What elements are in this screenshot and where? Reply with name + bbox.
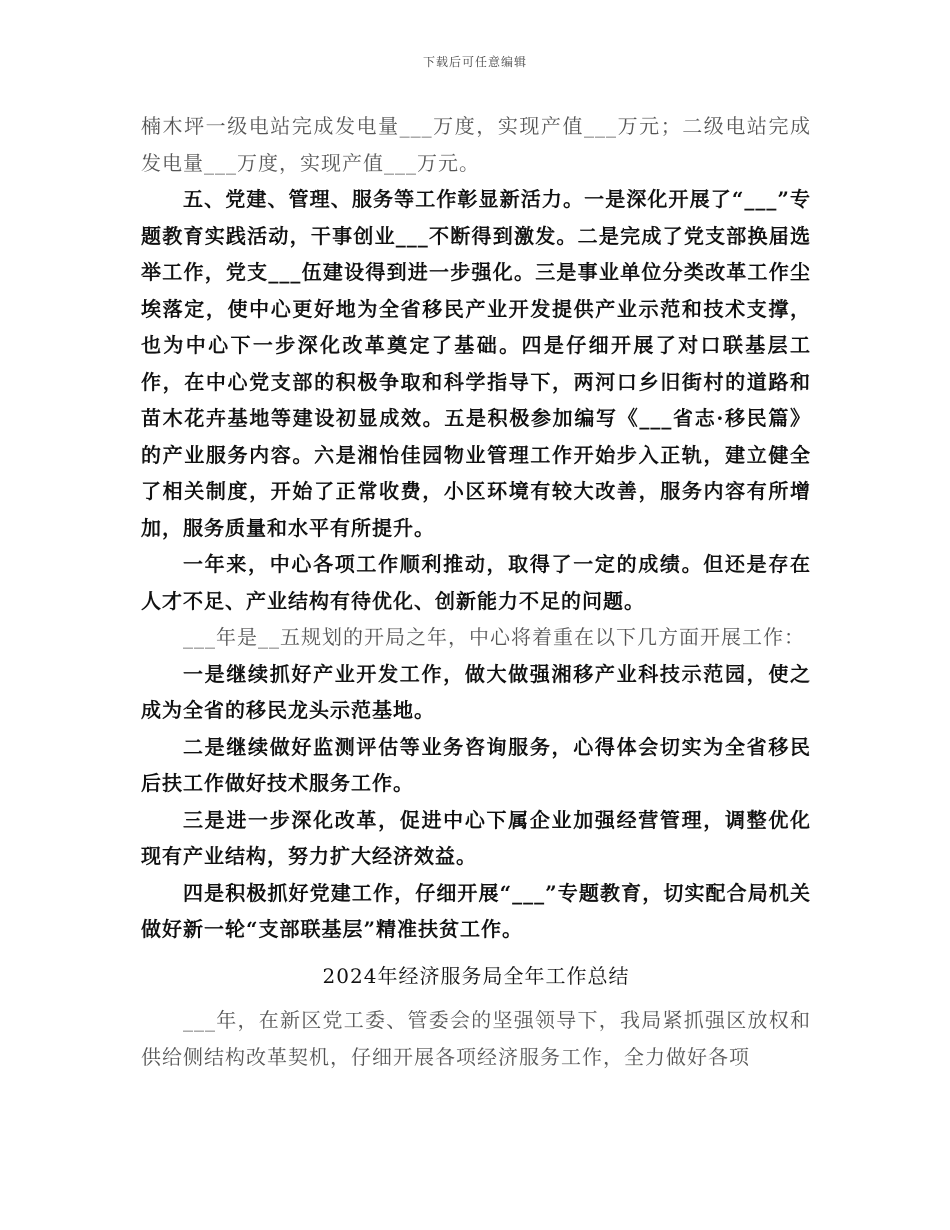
page-header: 下载后可任意编辑 — [422, 55, 527, 69]
paragraph-plan-intro: ___年是__五规划的开局之年，中心将着重在以下几方面开展工作： — [183, 625, 805, 649]
paragraph-closing: ___年，在新区党工委、管委会的坚强领导下，我局紧抓强区放权和供给侧结构改革契机，仔细开展各项经济服务工作，全力做好各项 — [141, 1008, 811, 1069]
paragraph-party-building: 五、党建、管理、服务等工作彰显新活力。一是深化开展了“___”专题教育实践活动，干事创业___不断得到激发。二是完成了党支部换届选举工作，党支___伍建设得到进一步强化。三是事业单位分类改革工作尘埃落定，使中心更好地为全省移民产业开发提供产业示范和技术支撑，也为中心下一步深化改革奠定了基础。四是仔细开展了对口联基层工作，在中心党支部的积极争取和科学指导下，两河口乡旧街村的道路和苗木花卉基地等建设初显成效。五是积极参加编写《___省志·移民篇》的产业服务内容。六是湘怡佳园物业管理工作开始步入正轨，建立健全了相关制度，开始了正常收费，小区环境有较大改善，服务内容有所增加，服务质量和水平有所提升。 — [141, 187, 811, 540]
paragraph-plan-item-2: 二是继续做好监测评估等业务咨询服务，心得体会切实为全省移民后扶工作做好技术服务工作。 — [141, 734, 811, 795]
section-title: 2024年经济服务局全年工作总结 — [322, 963, 630, 988]
paragraph-plan-item-1: 一是继续抓好产业开发工作，做大做强湘移产业科技示范园，使之成为全省的移民龙头示范基地。 — [141, 661, 811, 722]
paragraph-power-station: 楠木坪一级电站完成发电量___万度，实现产值___万元；二级电站完成发电量___万度，实现产值___万元。 — [141, 114, 811, 175]
paragraph-year-summary: 一年来，中心各项工作顺利推动，取得了一定的成绩。但还是存在人才不足、产业结构有待优化、创新能力不足的问题。 — [141, 552, 811, 613]
document-body — [141, 108, 811, 1075]
paragraph-plan-item-3: 三是进一步深化改革，促进中心下属企业加强经营管理，调整优化现有产业结构，努力扩大经济效益。 — [141, 807, 811, 868]
paragraph-plan-item-4: 四是积极抓好党建工作，仔细开展“___”专题教育，切实配合局机关做好新一轮“支部联基层”精准扶贫工作。 — [141, 880, 811, 941]
